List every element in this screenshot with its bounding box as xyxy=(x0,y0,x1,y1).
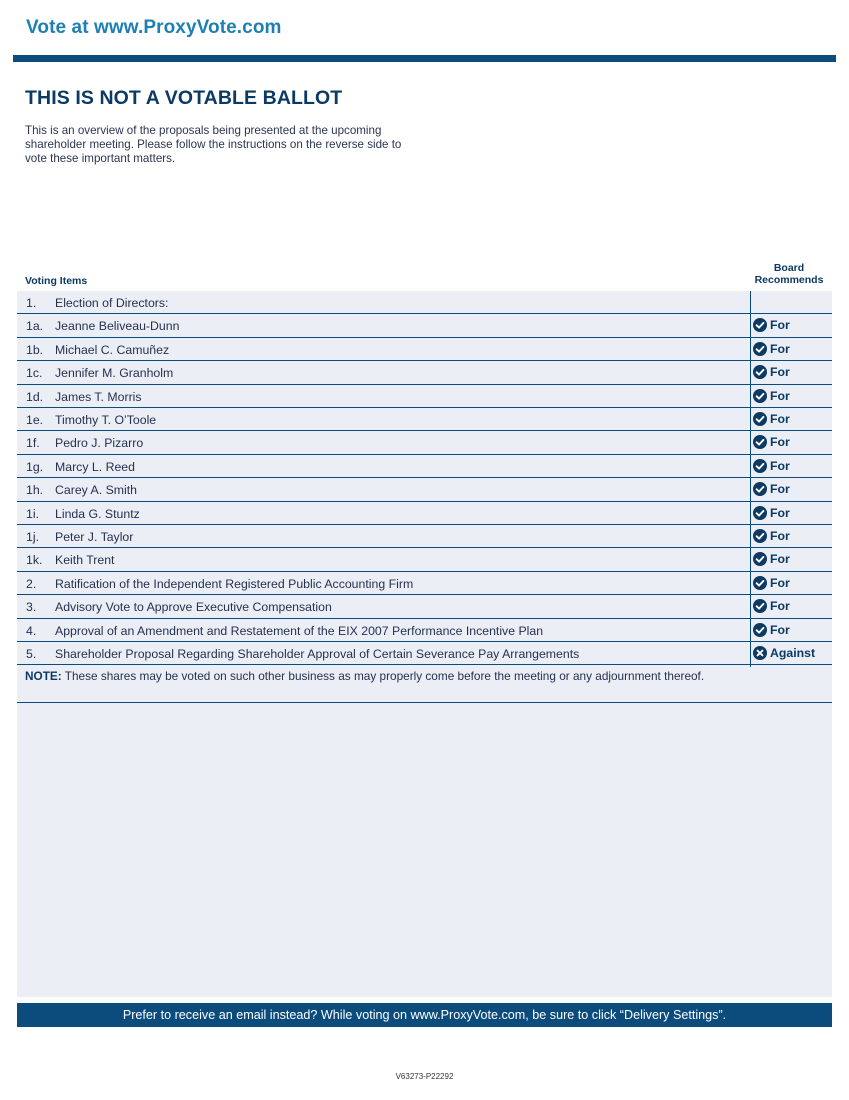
item-label: Advisory Vote to Approve Executive Compensation xyxy=(55,600,332,615)
check-circle-icon xyxy=(753,552,767,566)
board-recommendation xyxy=(753,506,790,520)
item-label: Approval of an Amendment and Restatement of the EIX 2007 Performance Incentive Plan xyxy=(55,623,544,638)
board-recommendation xyxy=(753,342,790,356)
voting-item-row xyxy=(17,314,832,337)
item-number: 1c. xyxy=(26,366,43,381)
voting-item-row xyxy=(17,361,832,384)
board-recommendation xyxy=(753,576,790,590)
check-circle-icon xyxy=(753,623,767,637)
note-label: NOTE: xyxy=(25,669,62,683)
item-number: 1b. xyxy=(26,342,44,357)
recommendation-text: For xyxy=(770,341,790,356)
voting-item-row xyxy=(17,431,832,454)
recommendation-text: For xyxy=(770,365,790,380)
voting-item-row xyxy=(17,572,832,595)
board-recommendation xyxy=(753,318,790,332)
board-recommendation xyxy=(753,599,790,613)
item-number: 2. xyxy=(26,576,37,591)
item-label: Keith Trent xyxy=(55,553,115,568)
check-circle-icon xyxy=(753,459,767,473)
recommendation-text: Against xyxy=(770,646,816,660)
item-number: 5. xyxy=(26,647,37,661)
board-recommendation xyxy=(753,412,790,426)
board-recommendation xyxy=(753,365,790,379)
voting-item-row xyxy=(17,525,832,548)
board-header-line2: Recommends xyxy=(754,274,824,286)
check-circle-icon xyxy=(753,412,767,426)
check-circle-icon xyxy=(753,389,767,403)
check-circle-icon xyxy=(753,342,767,356)
board-recommendation xyxy=(753,435,790,449)
board-recommendation xyxy=(753,623,790,637)
board-header-line1: Board xyxy=(773,262,805,274)
item-label: Peter J. Taylor xyxy=(55,530,134,544)
item-label: Shareholder Proposal Regarding Shareholder Approval of Certain Severance Pay Arrangements xyxy=(55,647,580,661)
board-recommendation xyxy=(753,646,815,660)
board-recommendation xyxy=(753,459,790,473)
voting-item-row xyxy=(17,619,832,642)
x-circle-icon xyxy=(753,646,767,660)
document-code: V63273-P22292 xyxy=(395,1072,454,1081)
item-number: 3. xyxy=(26,600,37,615)
board-recommendation xyxy=(753,389,790,403)
recommendation-text: For xyxy=(770,505,790,520)
note-text: These shares may be voted on such other business as may properly come before the meeting or any adjournment thereof. xyxy=(61,669,705,683)
item-label: Jennifer M. Granholm xyxy=(55,366,174,381)
voting-item-row xyxy=(17,595,832,618)
recommendation-column-divider xyxy=(750,291,751,667)
recommendation-text: For xyxy=(770,622,790,637)
item-number: 1k. xyxy=(26,553,43,568)
check-circle-icon xyxy=(753,599,767,613)
recommendation-text: For xyxy=(770,318,790,333)
voting-item-row xyxy=(17,548,832,571)
item-number: 1d. xyxy=(26,389,44,404)
recommendation-text: For xyxy=(770,458,790,473)
item-label: Carey A. Smith xyxy=(55,483,138,498)
voting-item-row xyxy=(17,502,832,525)
vote-url-header: Vote at www.ProxyVote.com xyxy=(26,17,282,38)
item-label: Election of Directors: xyxy=(55,296,169,310)
item-number: 1g. xyxy=(26,459,44,474)
item-number: 1h. xyxy=(26,483,44,498)
recommendation-text: For xyxy=(770,575,790,590)
recommendation-text: For xyxy=(770,552,790,567)
item-label: Marcy L. Reed xyxy=(55,459,135,474)
board-recommendation xyxy=(753,552,790,566)
item-number: 1e. xyxy=(26,413,44,427)
recommendation-text: For xyxy=(770,388,790,403)
item-number: 1j. xyxy=(26,530,39,544)
voting-items-header: Voting Items xyxy=(25,275,88,287)
voting-item-row xyxy=(17,455,832,478)
item-label: Ratification of the Independent Registered Public Accounting Firm xyxy=(55,576,414,591)
note xyxy=(25,670,765,682)
check-circle-icon xyxy=(753,529,767,543)
note-divider xyxy=(17,702,832,703)
check-circle-icon xyxy=(753,365,767,379)
board-recommendation xyxy=(753,529,790,543)
item-label: Jeanne Beliveau-Dunn xyxy=(55,319,180,334)
recommendation-text: For xyxy=(770,482,790,497)
recommendation-text: For xyxy=(770,599,790,614)
voting-item-row xyxy=(17,338,832,361)
check-circle-icon xyxy=(753,482,767,496)
page-title: THIS IS NOT A VOTABLE BALLOT xyxy=(25,87,343,109)
item-label: Linda G. Stuntz xyxy=(55,506,140,521)
voting-item-row xyxy=(17,408,832,431)
item-number: 1. xyxy=(26,296,37,310)
board-recommends-header xyxy=(748,262,830,286)
item-number: 1f. xyxy=(26,436,40,451)
check-circle-icon xyxy=(753,318,767,332)
board-recommendation xyxy=(753,482,790,496)
delivery-settings-banner: Prefer to receive an email instead? While voting on www.ProxyVote.com, be sure to click “Delivery Settings”. xyxy=(17,1003,832,1027)
voting-item-row xyxy=(17,385,832,408)
header-divider xyxy=(13,55,836,62)
recommendation-text: For xyxy=(770,412,790,426)
item-label: Timothy T. O’Toole xyxy=(55,413,157,427)
recommendation-text: For xyxy=(770,529,790,543)
item-label: Michael C. Camuñez xyxy=(55,342,170,357)
voting-item-row xyxy=(17,291,832,314)
recommendation-text: For xyxy=(770,435,790,450)
item-number: 1a. xyxy=(26,319,44,334)
item-number: 4. xyxy=(26,623,37,638)
item-number: 1i. xyxy=(26,506,39,521)
voting-item-row xyxy=(17,478,832,501)
check-circle-icon xyxy=(753,506,767,520)
item-label: Pedro J. Pizarro xyxy=(55,436,144,451)
item-label: James T. Morris xyxy=(55,389,142,404)
intro-text: This is an overview of the proposals being presented at the upcoming shareholder meeting. Please follow the instructions on the reverse side to vote these important matters. xyxy=(25,124,402,165)
check-circle-icon xyxy=(753,435,767,449)
check-circle-icon xyxy=(753,576,767,590)
voting-item-row xyxy=(17,642,832,665)
